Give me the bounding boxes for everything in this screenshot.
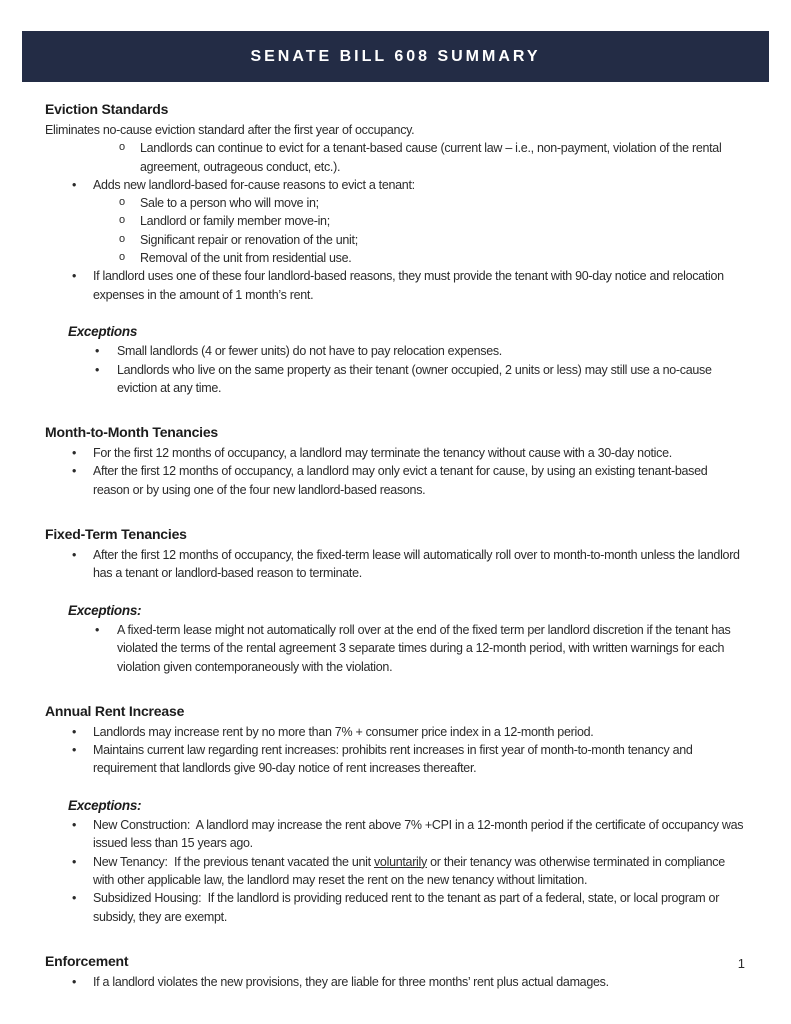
list-item <box>45 212 747 230</box>
disc-bullet-icon: • <box>72 818 77 833</box>
item-text: Landlord or family member move-in; <box>140 214 330 229</box>
disc-bullet-icon: • <box>72 548 77 563</box>
circle-bullet-icon: o <box>119 214 125 227</box>
list-item <box>45 723 747 741</box>
document-title-bar <box>22 31 769 82</box>
item-text: Adds new landlord-based for-cause reasons to evict a tenant: <box>93 177 415 192</box>
item-text: Exceptions <box>68 323 138 339</box>
text-segment: or their tenancy was otherwise terminated in compliance with other applicable law, the landlord may reset the rent on the new tenancy without limitation. <box>93 854 729 887</box>
document-body <box>45 100 747 991</box>
list-item <box>45 889 747 926</box>
list-item <box>45 231 747 249</box>
circle-bullet-icon: o <box>119 141 125 154</box>
paragraph <box>45 121 747 139</box>
list-item <box>45 361 747 398</box>
disc-bullet-icon: • <box>72 974 77 989</box>
text-segment: New Tenancy: If the previous tenant vacated the unit <box>93 854 374 869</box>
sub-section-heading <box>45 797 747 815</box>
list-item <box>45 816 747 853</box>
list-item <box>45 741 747 778</box>
disc-bullet-icon: • <box>72 854 77 869</box>
page-title: SENATE BILL 608 SUMMARY <box>250 47 541 65</box>
item-text: A fixed-term lease might not automatically roll over at the end of the fixed term per landlord discretion if the tenant has violated the terms of the rental agreement 3 separate times during a 12-month period, with written warnings for each violation given contemporaneously with the violation. <box>117 622 734 674</box>
disc-bullet-icon: • <box>72 464 77 479</box>
item-text: Removal of the unit from residential use. <box>140 251 352 266</box>
list-item <box>45 342 747 360</box>
item-text: Landlords who live on the same property as their tenant (owner occupied, 2 units or less) may still use a no-cause eviction at any time. <box>117 362 715 395</box>
section-heading: Fixed-Term Tenancies <box>45 526 187 543</box>
section-heading: Eviction Standards <box>45 101 169 117</box>
circle-bullet-icon: o <box>119 232 125 245</box>
disc-bullet-icon: • <box>72 446 77 461</box>
list-item <box>45 249 747 267</box>
item-text: Eliminates no-cause eviction standard after the first year of occupancy. <box>45 123 415 137</box>
item-text: Exceptions: <box>68 602 142 618</box>
item-text: If a landlord violates the new provisions, they are liable for three months’ rent plus actual damages. <box>93 974 609 989</box>
section-heading: Enforcement <box>45 952 129 969</box>
list-item <box>45 853 747 890</box>
section-heading: Annual Rent Increase <box>45 702 185 719</box>
item-text: Significant repair or renovation of the unit; <box>140 232 358 247</box>
item-text: After the first 12 months of occupancy, a landlord may only evict a tenant for cause, by using an existing tenant-based reason or by using one of the four new landlord-based reasons. <box>93 464 711 497</box>
list-item <box>45 621 747 676</box>
list-item <box>45 973 747 991</box>
item-text: For the first 12 months of occupancy, a landlord may terminate the tenancy without cause with a 30-day notice. <box>93 446 672 461</box>
list-item <box>45 176 747 194</box>
section-eviction-standards <box>45 100 747 397</box>
item-text: If landlord uses one of these four landlord-based reasons, they must provide the tenant with 90-day notice and relocation expenses in the amount of 1 month’s rent. <box>93 269 727 302</box>
item-text: Landlords may increase rent by no more than 7% + consumer price index in a 12-month period. <box>93 724 594 739</box>
section-heading: Month-to-Month Tenancies <box>45 424 219 441</box>
section-enforcement <box>45 952 747 991</box>
item-text <box>93 855 728 887</box>
item-text: After the first 12 months of occupancy, the fixed-term lease will automatically roll over to month-to-month unless the landlord has a tenant or landlord-based reason to terminate. <box>93 548 743 581</box>
list-item <box>45 462 747 499</box>
disc-bullet-icon: • <box>72 269 77 284</box>
item-text: Sale to a person who will move in; <box>140 196 319 211</box>
list-item <box>45 139 747 176</box>
disc-bullet-icon: • <box>95 362 100 377</box>
disc-bullet-icon: • <box>95 344 100 359</box>
list-item <box>45 546 747 583</box>
page-number: 1 <box>737 956 745 971</box>
sub-section-heading <box>45 602 747 620</box>
disc-bullet-icon: • <box>72 743 77 758</box>
item-text: Landlords can continue to evict for a tenant-based cause (current law – i.e., non-payment, violation of the rental agreement, outrageous conduct, etc.). <box>140 141 725 174</box>
item-text: Subsidized Housing: If the landlord is providing reduced rent to the tenant as part of a federal, state, or local program or subsidy, they are exempt. <box>93 891 723 924</box>
disc-bullet-icon: • <box>72 177 77 192</box>
disc-bullet-icon: • <box>72 724 77 739</box>
section-fixed-term-tenancies <box>45 525 747 676</box>
item-text: Small landlords (4 or fewer units) do not have to pay relocation expenses. <box>117 344 502 359</box>
list-item <box>45 194 747 212</box>
item-text: Maintains current law regarding rent increases: prohibits rent increases in first year of month-to-month tenancy and requirement that landlords give 90-day notice of rent increases thereafter. <box>93 743 696 776</box>
circle-bullet-icon: o <box>119 196 125 209</box>
list-item <box>45 267 747 304</box>
item-text: Exceptions: <box>68 797 142 813</box>
sub-section-heading <box>45 323 747 341</box>
disc-bullet-icon: • <box>95 622 100 637</box>
section-month-to-month-tenancies <box>45 423 747 499</box>
disc-bullet-icon: • <box>72 891 77 906</box>
item-text: New Construction: A landlord may increase the rent above 7% +CPI in a 12-month period if the certificate of occupancy was issued less than 15 years ago. <box>93 818 747 851</box>
list-item <box>45 444 747 462</box>
circle-bullet-icon: o <box>119 251 125 264</box>
section-annual-rent-increase <box>45 702 747 926</box>
underlined-text: voluntarily <box>373 854 427 869</box>
